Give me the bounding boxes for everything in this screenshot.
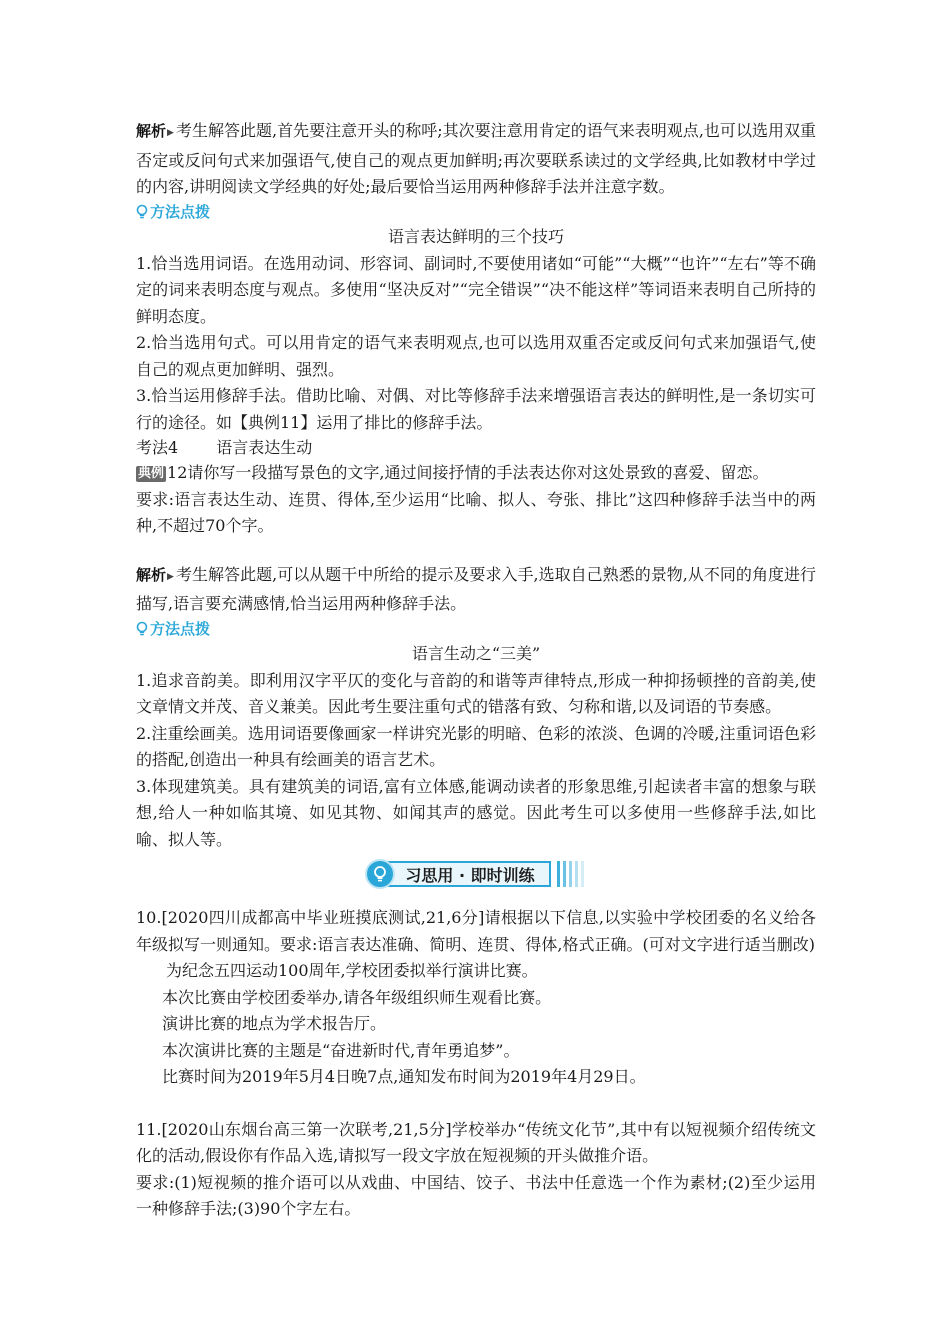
question-11-requirement: 要求:(1)短视频的推介语可以从戏曲、中国结、饺子、书法中任意选一个作为素材;(2)至少运用一种修辞手法;(3)90个字左右。 <box>136 1172 816 1218</box>
question-11-stem: 11.[2020山东烟台高三第一次联考,21,5分]学校举办“传统文化节”,其中有以短视频介绍传统文化的活动,假设你有作品入选,请拟写一段文字放在短视频的开头做推介语。 <box>136 1119 816 1165</box>
example-requirement: 要求:语言表达生动、连贯、得体,至少运用“比喻、拟人、夸张、排比”这四种修辞手法当中的两种,不超过70个字。 <box>136 489 816 535</box>
method-tip-heading <box>136 618 816 640</box>
practice-banner <box>365 859 586 889</box>
triangle-icon: ▶ <box>167 128 174 138</box>
tip-item-1: 1.恰当选用词语。在选用动词、形容词、副词时,不要使用诸如“可能”“大概”“也许”“左右”等不确定的词来表明态度与观点。多使用“坚决反对”“完全错误”“决不能这样”等词语来表明自己所持的鲜明态度。 <box>136 253 816 326</box>
question-10-line: 为纪念五四运动100周年,学校团委拟举行演讲比赛。 <box>166 961 538 980</box>
analysis-label: 解析 <box>136 565 167 584</box>
example-question <box>136 460 816 487</box>
method-heading <box>136 436 816 460</box>
banner-stripes <box>557 861 587 887</box>
tip-item-1: 1.追求音韵美。即利用汉字平仄的变化与音韵的和谐等声律特点,形成一种抑扬顿挫的音韵美,使文章情文并茂、音义兼美。因此考生要注重句式的错落有致、匀称和谐,以及词语的节奏感。 <box>136 670 816 716</box>
tip-item-3: 3.体现建筑美。具有建筑美的词语,富有立体感,能调动读者的形象思维,引起读者丰富的想象与联想,给人一种如临其境、如见其物、如闻其声的感觉。因此考生可以多使用一些修辞手法,如比喻、拟人等。 <box>136 776 816 849</box>
tip-item-2: 2.注重绘画美。选用词语要像画家一样讲究光影的明暗、色彩的浓淡、色调的冷暖,注重词语色彩的搭配,创造出一种具有绘画美的语言艺术。 <box>136 723 816 769</box>
banner-title: 习思用 · 即时训练 <box>385 861 550 887</box>
tip-item-2: 2.恰当选用句式。可以用肯定的语气来表明观点,也可以选用双重否定或反问句式来加强语气,使自己的观点更加鲜明、强烈。 <box>136 333 816 379</box>
question-10-stem: 10.[2020四川成都高中毕业班摸底测试,21,6分]请根据以下信息,以实验中学校团委的名义给各年级拟写一则通知。要求:语言表达准确、简明、连贯、得体,格式正确。(可对文字进行适当删改) <box>136 908 816 954</box>
method-title: 语言表达生动 <box>216 438 313 457</box>
example-text: 12请你写一段描写景色的文字,通过间接抒情的手法表达你对这处景致的喜爱、留恋。 <box>167 463 769 482</box>
practice-banner-wrap <box>136 859 816 889</box>
example-badge: 典例 <box>138 466 165 481</box>
tip-item-3: 3.恰当运用修辞手法。借助比喻、对偶、对比等修辞手法来增强语言表达的鲜明性,是一条切实可行的途径。如【典例11】运用了排比的修辞手法。 <box>136 386 816 432</box>
analysis-label: 解析 <box>136 122 167 140</box>
analysis-paragraph-1 <box>136 118 816 201</box>
analysis-text: 考生解答此题,首先要注意开头的称呼;其次要注意用肯定的语气来表明观点,也可以选用双重否定或反问句式来加强语气,使自己的观点更加鲜明;再次要联系读过的文学经典,比如教材中学过的内容,讲明阅读文学经典的好处;最后要恰当运用两种修辞手法并注意字数。 <box>136 121 816 196</box>
analysis-paragraph-2 <box>136 562 816 618</box>
analysis-text: 考生解答此题,可以从题干中所给的提示及要求入手,选取自己熟悉的景物,从不同的角度进行描写,语言要充满感情,恰当运用两种修辞手法。 <box>136 564 817 613</box>
lightbulb-icon <box>136 204 148 220</box>
question-10-line: 本次比赛由学校团委举办,请各年级组织师生观看比赛。 <box>162 987 552 1007</box>
question-10-line: 比赛时间为2019年5月4日晚7点,通知发布时间为2019年4月29日。 <box>162 1067 646 1086</box>
triangle-icon: ▶ <box>167 571 174 582</box>
method-tip-label: 方法点拨 <box>150 202 211 221</box>
page-content <box>136 118 816 1223</box>
section-title: 语言表达鲜明的三个技巧 <box>387 226 564 246</box>
method-tip-heading <box>136 201 816 223</box>
question-10-line: 演讲比赛的地点为学术报告厅。 <box>162 1014 387 1033</box>
method-number: 考法4 <box>136 438 179 457</box>
method-tip-label: 方法点拨 <box>150 619 211 638</box>
section-title: 语言生动之“三美” <box>411 643 541 663</box>
lightbulb-icon <box>136 621 148 637</box>
question-10-line: 本次演讲比赛的主题是“奋进新时代,青年勇追梦”。 <box>162 1040 520 1060</box>
